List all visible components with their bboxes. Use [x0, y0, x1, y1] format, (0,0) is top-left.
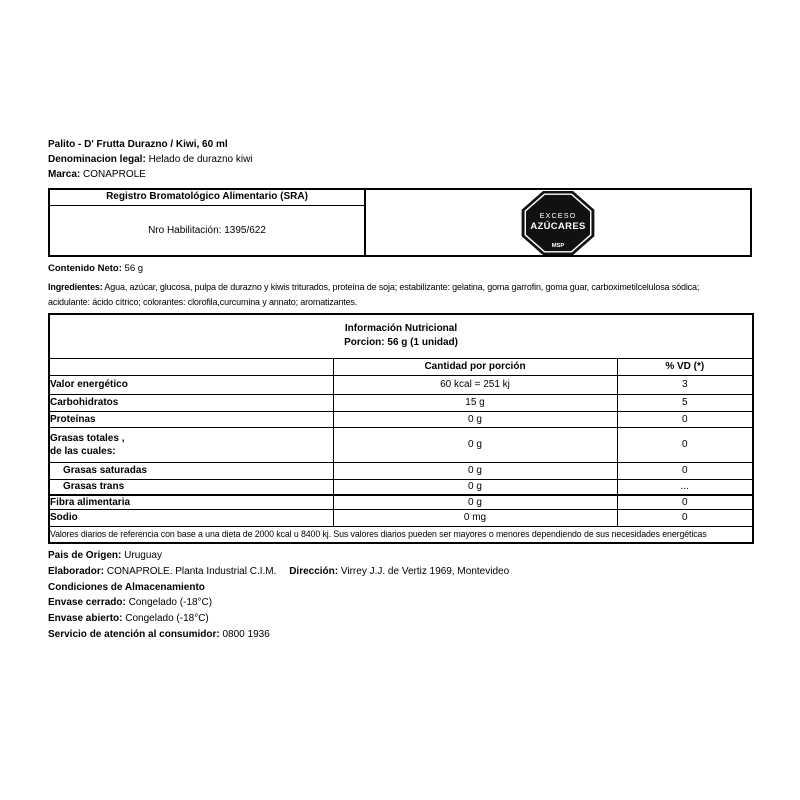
nutrient-value: 0 g: [333, 462, 617, 479]
legal-name-label: Denominacion legal:: [48, 154, 146, 166]
brand-line: [48, 167, 253, 182]
daily-values-footnote: Valores diarios de referencia con base a una dieta de 2000 kcal u 8400 kj. Sus valores diarios pueden ser mayores o menores dependiendo de sus necesidades energéticas: [49, 526, 753, 543]
closed-package-line: [48, 595, 509, 611]
manufacturer-value: CONAPROLE. Planta Industrial C.I.M.: [106, 565, 277, 577]
vd-column-header: % VD (*): [617, 358, 753, 375]
nutrient-value: 0 g: [333, 495, 617, 509]
consumer-service-label: Servicio de atención al consumidor:: [48, 628, 220, 640]
manufacturer-line: [48, 564, 509, 580]
consumer-service-line: [48, 627, 509, 643]
table-row: [49, 411, 753, 427]
nutrient-value: 0 g: [333, 411, 617, 427]
open-package-line: [48, 611, 509, 627]
seal-line2: AZÚCARES: [530, 220, 586, 232]
nutrient-vd: 0: [617, 462, 753, 479]
nutrition-table: [48, 313, 754, 544]
column-header-row: [49, 358, 753, 375]
ingredients-line-2: [48, 295, 752, 310]
nutrient-vd: 0: [617, 495, 753, 509]
manufacturer-label: Elaborador:: [48, 565, 105, 577]
nutrient-value: 15 g: [333, 394, 617, 411]
table-row: [49, 462, 753, 479]
nutrient-vd: 0: [617, 411, 753, 427]
ingredients-line-1: [48, 280, 752, 295]
excess-sugar-seal-icon: [520, 191, 596, 255]
nutrition-title-cell: [49, 314, 753, 358]
registry-left-cell: [50, 190, 366, 255]
ingredients-text-1: Agua, azúcar, glucosa, pulpa de durazno y kiwis triturados, proteína de soja; estabilizante: gelatina, goma garrofin, goma guar, carboximetilcelulosa sódica;: [104, 282, 700, 292]
table-row: [49, 427, 753, 462]
nutrient-label: Carbohidratos: [49, 394, 333, 411]
open-package-label: Envase abierto:: [48, 613, 123, 625]
registry-habilitation: Nro Habilitación: 1395/622: [148, 225, 266, 236]
origin-label: Pais de Origen:: [48, 550, 122, 561]
product-title-text: Palito - D' Frutta Durazno / Kiwi, 60 ml: [48, 139, 228, 150]
nutrient-vd: 0: [617, 509, 753, 526]
title-block: [48, 137, 253, 183]
closed-package-label: Envase cerrado:: [48, 597, 126, 609]
nutrient-label: Grasas saturadas: [49, 462, 333, 479]
nutrient-label: Proteínas: [49, 411, 333, 427]
details-block: [48, 548, 509, 643]
nutrient-label-line1: Grasas totales ,: [50, 432, 125, 444]
address-label: Dirección:: [289, 565, 339, 577]
open-package-value: Congelado (-18°C): [125, 613, 209, 625]
nutrition-title: Información Nutricional: [344, 323, 458, 335]
nutrient-value: 0 g: [333, 427, 617, 462]
footnote-row: [49, 526, 753, 543]
nutrition-title-row: [49, 314, 753, 358]
ingredients-block: [48, 280, 752, 310]
origin-line: [48, 548, 509, 564]
registry-header: Registro Bromatológico Alimentario (SRA): [50, 190, 364, 206]
nutrient-label: [49, 427, 333, 462]
table-row: [49, 495, 753, 509]
nutrient-vd: ...: [617, 479, 753, 495]
registry-box: [48, 188, 752, 257]
nutrient-label-lines: [50, 429, 333, 461]
seal-line1: EXCESO: [539, 210, 577, 220]
table-row: [49, 375, 753, 394]
nutrient-label: Fibra alimentaria: [49, 495, 333, 509]
table-row: [49, 394, 753, 411]
product-title: [48, 137, 253, 152]
nutrient-label: Sodio: [49, 509, 333, 526]
nutrient-vd: 0: [617, 427, 753, 462]
nutrient-value: 0 mg: [333, 509, 617, 526]
legal-name-value: Helado de durazno kiwi: [148, 154, 253, 166]
brand-label: Marca:: [48, 169, 81, 181]
closed-package-value: Congelado (-18°C): [128, 597, 213, 609]
table-row: [49, 509, 753, 526]
nutrient-label: Valor energético: [49, 375, 333, 394]
nutrient-label: Grasas trans: [49, 479, 333, 495]
storage-title: Condiciones de Almacenamiento: [48, 581, 205, 593]
nutrient-label-line2: de las cuales:: [50, 445, 116, 457]
content-block: [48, 261, 752, 310]
net-content-value: 56 g: [124, 263, 144, 274]
address-value: Virrey J.J. de Vertiz 1969, Montevideo: [340, 565, 510, 577]
net-content-label: Contenido Neto:: [48, 263, 122, 274]
seal-msp: MSP: [551, 242, 565, 249]
net-content-line: [48, 261, 752, 276]
nutrient-vd: 5: [617, 394, 753, 411]
nutrition-portion: Porcion: 56 g (1 unidad): [344, 337, 458, 349]
registry-right-cell: [366, 190, 750, 255]
legal-name-line: [48, 152, 253, 167]
consumer-service-value: 0800 1936: [222, 628, 270, 640]
origin-value: Uruguay: [124, 550, 162, 561]
nutrient-value: 60 kcal = 251 kj: [333, 375, 617, 394]
ingredients-label: Ingredientes:: [48, 282, 103, 292]
nutrient-vd: 3: [617, 375, 753, 394]
empty-header-cell: [49, 358, 333, 375]
brand-value: CONAPROLE: [83, 169, 146, 181]
table-row: [49, 479, 753, 495]
ingredients-text-2: acidulante: ácido cítrico; colorantes: clorofila,curcumina y annato; aromatizantes.: [48, 297, 358, 307]
nutrient-value: 0 g: [333, 479, 617, 495]
amount-column-header: Cantidad por porción: [333, 358, 617, 375]
